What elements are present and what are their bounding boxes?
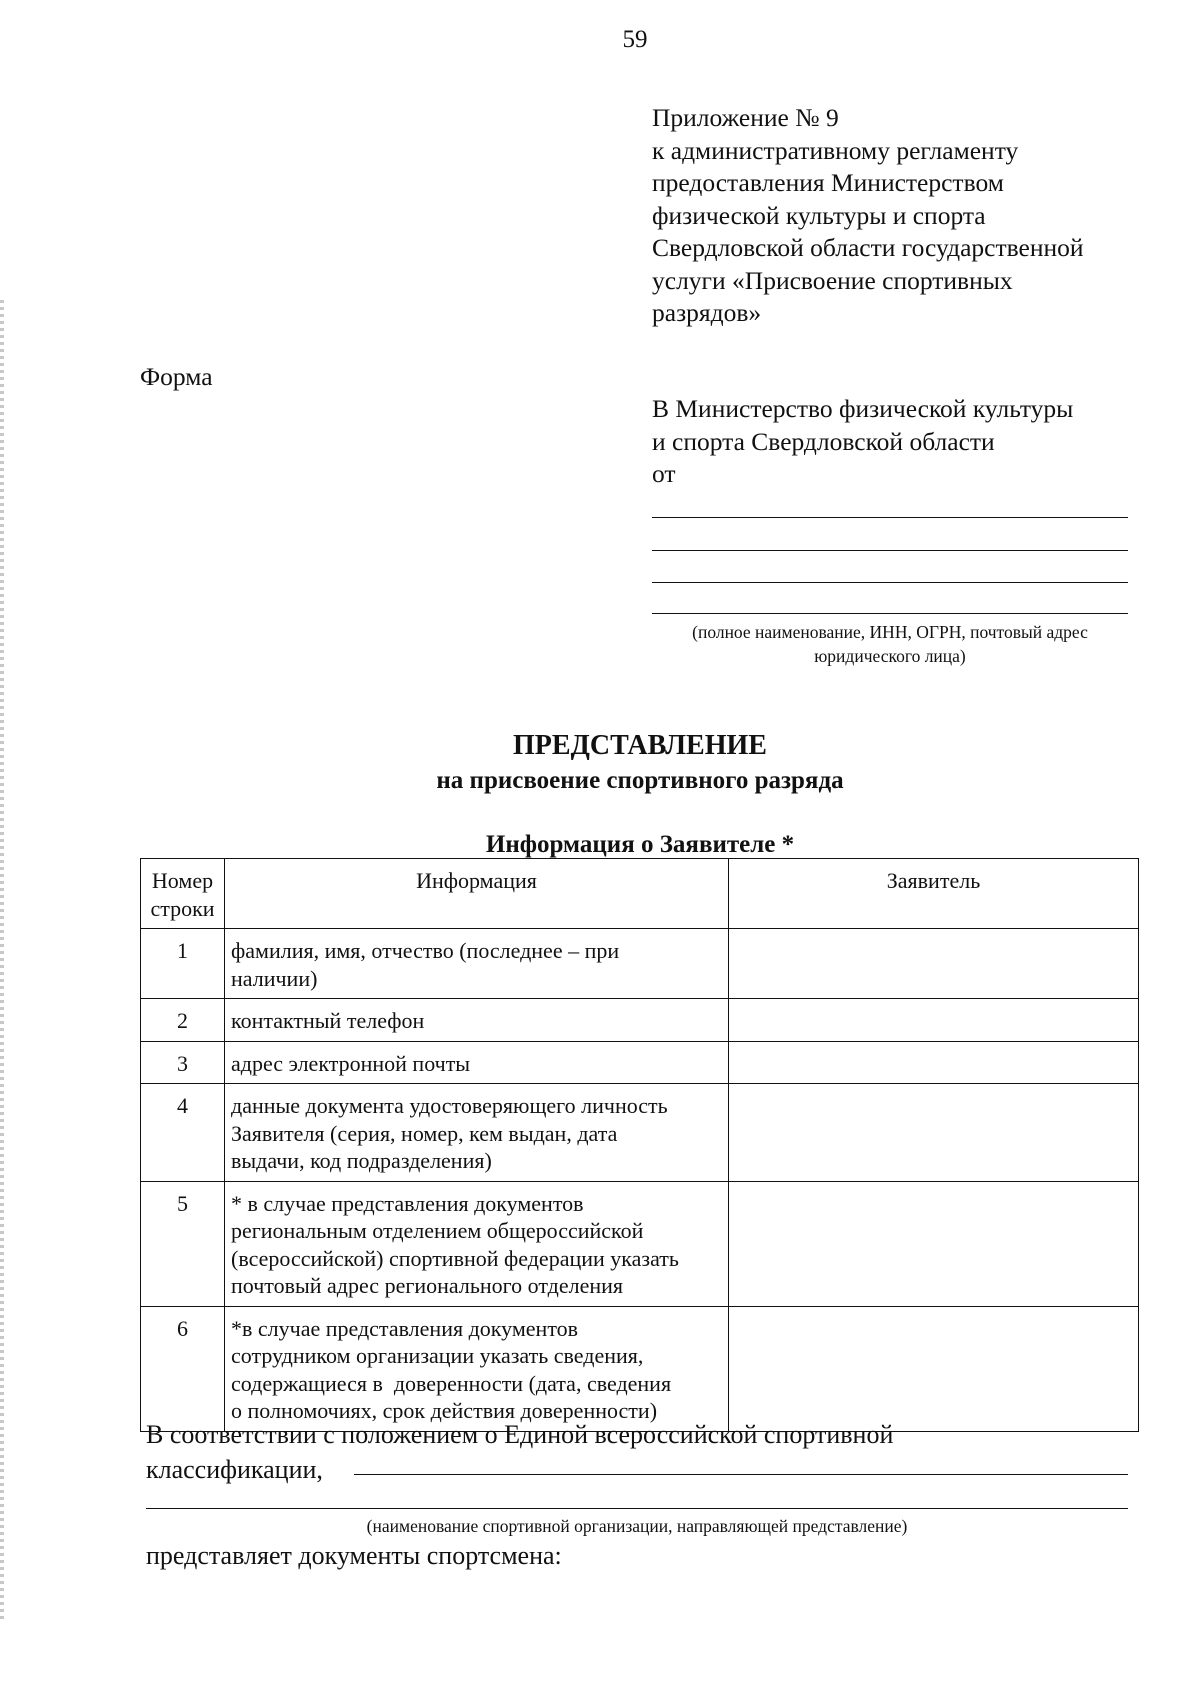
row-info-line: почтовый адрес регионального отделения — [231, 1273, 624, 1298]
row-info-cell — [225, 1041, 729, 1084]
row-number: 6 — [141, 1306, 225, 1431]
row-info-cell — [225, 1181, 729, 1306]
table-row — [141, 1084, 1139, 1182]
annex-line: к административному регламенту — [652, 135, 1019, 165]
sender-fill-line[interactable] — [652, 550, 1128, 551]
row-number: 5 — [141, 1181, 225, 1306]
row-info-cell — [225, 929, 729, 999]
row-info-cell — [225, 1084, 729, 1182]
row-info-line: данные документа удостоверяющего личность — [231, 1093, 668, 1118]
organization-fill-line[interactable] — [354, 1474, 1128, 1475]
statement-line-2-text: классификации, — [146, 1455, 323, 1484]
row-info-line: (всероссийской) спортивной федерации указать — [231, 1245, 679, 1271]
row-info-line: контактный телефон — [231, 1008, 425, 1033]
row-info-line: содержащиеся в доверенности (дата, сведения — [231, 1370, 672, 1396]
annex-line: предоставления Министерством — [652, 168, 1004, 197]
applicant-value-cell[interactable] — [729, 1084, 1139, 1182]
header-cell-applicant: Заявитель — [729, 859, 1139, 929]
applicant-value-cell[interactable] — [729, 1306, 1139, 1431]
header-num-line: Номер — [151, 868, 214, 893]
annex-line: услуги «Присвоение спортивных — [652, 265, 1013, 295]
row-number: 2 — [141, 999, 225, 1042]
table-row — [141, 1041, 1139, 1084]
document-subtitle: на присвоение спортивного разряда — [436, 767, 844, 794]
sender-caption-line: (полное наименование, ИНН, ОГРН, почтовый адрес — [692, 622, 1088, 642]
annex-line: Приложение № 9 — [652, 103, 839, 132]
row-info-line: Заявителя (серия, номер, кем выдан, дата — [231, 1120, 618, 1146]
organization-caption: (наименование спортивной организации, направляющей представление) — [366, 1516, 908, 1536]
addressee-line: и спорта Свердловской области — [652, 426, 995, 456]
document-title: ПРЕДСТАВЛЕНИЕ — [513, 730, 767, 761]
annex-line: Свердловской области государственной — [652, 233, 1084, 262]
applicant-value-cell[interactable] — [729, 1041, 1139, 1084]
annex-line: физической культуры и спорта — [652, 200, 986, 230]
sender-caption-line: юридического лица) — [814, 646, 966, 666]
row-info-line: * в случае представления документов — [231, 1190, 584, 1216]
applicant-value-cell[interactable] — [729, 929, 1139, 999]
organization-fill-line-2[interactable] — [146, 1508, 1128, 1509]
applicant-info-table — [140, 858, 1139, 1432]
addressee-line: от — [652, 459, 676, 488]
row-info-line: адрес электронной почты — [231, 1050, 471, 1076]
sender-fill-line[interactable] — [652, 517, 1128, 518]
row-number: 1 — [141, 929, 225, 999]
row-info-line: наличии) — [231, 965, 318, 991]
header-cell-row-number — [141, 859, 225, 929]
header-num-line: строки — [150, 895, 215, 921]
table-row — [141, 929, 1139, 999]
page-number: 59 — [622, 26, 648, 53]
statement-line-2 — [146, 1452, 893, 1487]
sender-caption — [652, 620, 1128, 668]
table-header-row — [141, 859, 1139, 929]
row-info-line: *в случае представления документов — [231, 1315, 579, 1341]
sender-fill-line[interactable] — [652, 613, 1128, 614]
row-info-line: региональным отделением общероссийской — [231, 1218, 644, 1243]
scan-edge-artifact — [0, 300, 4, 1620]
addressee-line: В Министерство физической культуры — [652, 394, 1074, 423]
row-info-cell — [225, 999, 729, 1042]
table-row — [141, 1181, 1139, 1306]
table-row — [141, 999, 1139, 1042]
form-label: Форма — [140, 362, 213, 391]
row-info-line: сотрудником организации указать сведения, — [231, 1343, 644, 1368]
row-number: 3 — [141, 1041, 225, 1084]
applicant-value-cell[interactable] — [729, 1181, 1139, 1306]
sender-fill-line[interactable] — [652, 582, 1128, 583]
table-row — [141, 1306, 1139, 1431]
statement-final-line: представляет документы спортсмена: — [146, 1541, 562, 1570]
header-cell-info: Информация — [225, 859, 729, 929]
annex-line: разрядов» — [652, 298, 762, 327]
addressee-block — [652, 393, 1073, 491]
row-number: 4 — [141, 1084, 225, 1182]
statement-paragraph — [146, 1417, 893, 1487]
row-info-line: о полномочиях, срок действия доверенности) — [231, 1398, 658, 1423]
row-info-cell — [225, 1306, 729, 1431]
table-heading: Информация о Заявителе * — [485, 831, 795, 858]
row-info-line: выдачи, код подразделения) — [231, 1148, 492, 1173]
applicant-value-cell[interactable] — [729, 999, 1139, 1042]
statement-line-1: В соответствии с положением о Единой всероссийской спортивной — [146, 1420, 894, 1449]
row-info-line: фамилия, имя, отчество (последнее – при — [231, 938, 620, 963]
annex-block — [652, 102, 1162, 330]
